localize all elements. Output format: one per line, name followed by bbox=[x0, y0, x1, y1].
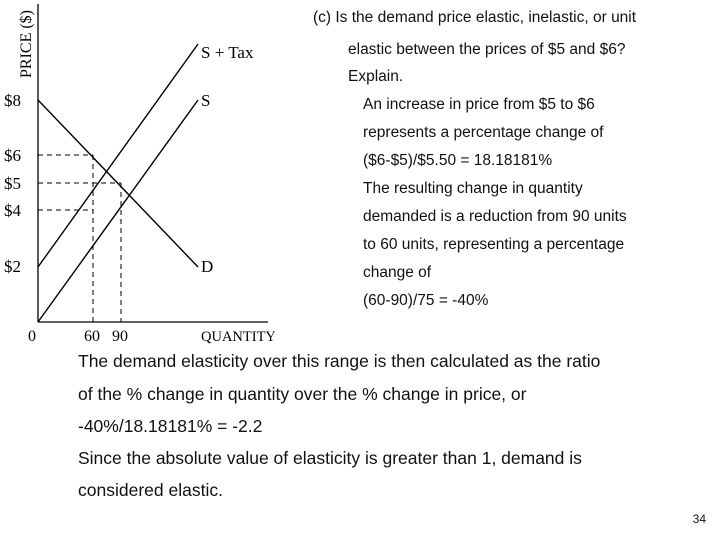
origin-label: 0 bbox=[28, 328, 36, 345]
answer-line-5: demanded is a reduction from 90 units bbox=[363, 208, 627, 225]
price-tick-5: $5 bbox=[4, 174, 21, 193]
answer-line-3: ($6-$5)/$5.50 = 18.18181% bbox=[363, 152, 553, 169]
answer-line-1: An increase in price from $5 to $6 bbox=[363, 96, 595, 113]
supply-tax-label: S + Tax bbox=[201, 43, 254, 62]
supply-tax-curve bbox=[38, 44, 198, 267]
question-line-1: (c) Is the demand price elastic, inelastic, or unit bbox=[313, 9, 637, 26]
conclusion-line-2: of the % change in quantity over the % change in price, or bbox=[78, 384, 527, 404]
question-line-3: Explain. bbox=[348, 68, 404, 85]
supply-label: S bbox=[201, 91, 211, 110]
page-number: 34 bbox=[692, 512, 706, 526]
supply-curve bbox=[38, 100, 198, 322]
answer-line-4: The resulting change in quantity bbox=[363, 180, 583, 197]
answer-line-7: change of bbox=[363, 264, 432, 281]
conclusion-line-4: Since the absolute value of elasticity is greater than 1, demand is bbox=[78, 448, 582, 468]
conclusion-line-3: -40%/18.18181% = -2.2 bbox=[78, 416, 263, 436]
y-axis-label: PRICE ($) bbox=[18, 10, 35, 78]
qty-tick-90: 90 bbox=[112, 328, 128, 345]
demand-label: D bbox=[201, 257, 214, 276]
conclusion-line-1: The demand elasticity over this range is then calculated as the ratio bbox=[78, 351, 601, 371]
price-tick-8: $8 bbox=[4, 91, 21, 110]
answer-line-6: to 60 units, representing a percentage bbox=[363, 236, 625, 253]
x-axis-label: QUANTITY bbox=[201, 329, 276, 345]
supply-demand-graph bbox=[0, 0, 290, 345]
qty-tick-60: 60 bbox=[84, 328, 100, 345]
conclusion-line-5: considered elastic. bbox=[78, 480, 223, 500]
question-line-2: elastic between the prices of $5 and $6? bbox=[348, 41, 626, 58]
price-tick-2: $2 bbox=[4, 257, 21, 276]
price-tick-4: $4 bbox=[4, 201, 21, 220]
answer-line-8: (60-90)/75 = -40% bbox=[363, 292, 489, 309]
demand-curve bbox=[38, 100, 198, 267]
price-tick-6: $6 bbox=[4, 146, 21, 165]
answer-line-2: represents a percentage change of bbox=[363, 124, 604, 141]
